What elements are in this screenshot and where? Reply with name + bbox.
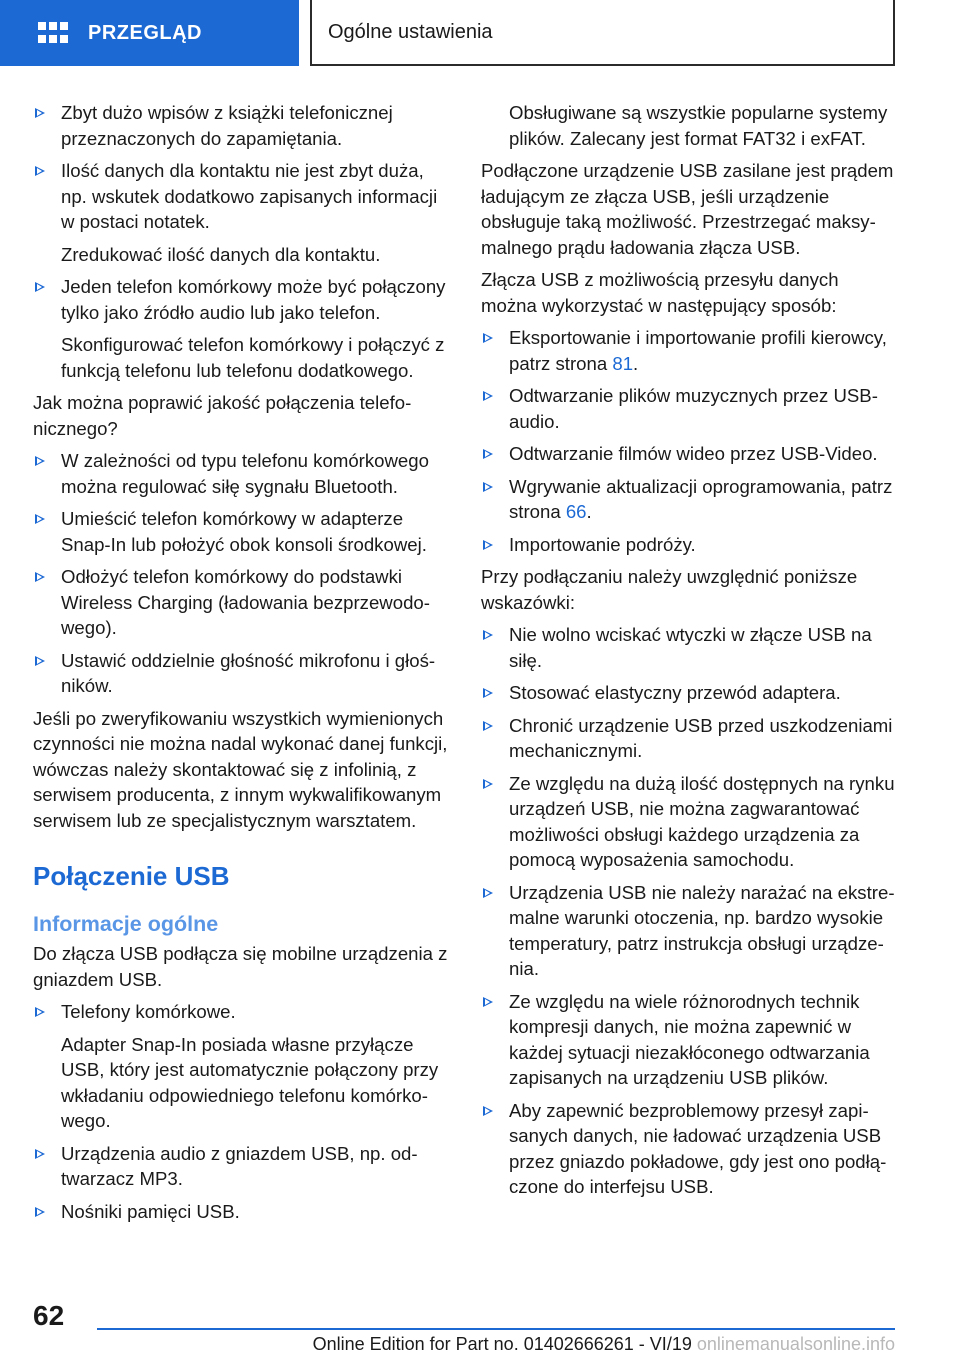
bullet-triangle-icon: [483, 721, 493, 731]
intro-paragraph: Do złącza USB podłącza się mobilne urządzenia z gniazdem USB.: [33, 943, 448, 990]
subsection-heading: Informacje ogólne: [33, 912, 219, 936]
left-column: [33, 100, 451, 1231]
watermark-text: onlinemanualsonline.info: [696, 1334, 895, 1354]
list-item: Ze względu na dużą ilość dostępnych na rynku urządzeń USB, nie można zagwarantować możliwości obsługi każdego urządzenia za pomocą wyposażenia samochodu.: [481, 771, 897, 873]
bullet-triangle-icon: [483, 1106, 493, 1116]
list-item: Telefony komórkowe.: [33, 999, 451, 1025]
list-item: Umieścić telefon komórkowy w adapterze Snap-In lub położyć obok konsoli środkowej.: [33, 506, 451, 557]
bullet-triangle-icon: [483, 333, 493, 343]
bullet-triangle-icon: [483, 779, 493, 789]
bullet-triangle-icon: [483, 391, 493, 401]
bullet-triangle-icon: [483, 997, 493, 1007]
bullet-triangle-icon: [483, 630, 493, 640]
overview-tab[interactable]: [0, 0, 299, 66]
right-column: [481, 100, 897, 1207]
list-item: Ze względu na wiele różnorodnych technik kompresji danych, nie można zapewnić w każdej sytuacji niezakłóconego odtwarzania zapisanych na urządzeniu USB plików.: [481, 989, 897, 1091]
section-heading: Połączenie USB: [33, 861, 230, 891]
list-item: Importowanie podróży.: [481, 532, 897, 558]
section-title: Ogólne ustawienia: [310, 0, 895, 66]
bullet-triangle-icon: [483, 688, 493, 698]
usage-paragraph: Złącza USB z możliwością przesyłu danych można wykorzystać w następujący sposób:: [481, 269, 839, 316]
page-header: [0, 0, 960, 66]
list-item: Stosować elastyczny przewód adaptera.: [481, 680, 897, 706]
bullet-triangle-icon: [483, 888, 493, 898]
list-item: Jeden telefon komórkowy może być połączony tylko jako źródło audio lub jako telefon.: [33, 274, 451, 325]
list-item-detail: Adapter Snap-In posiada własne przyłącze USB, który jest automatycznie połączony przy wkładaniu odpowiedniego telefonu komórkowego.: [61, 1033, 439, 1131]
list-item-detail: Skonfigurować telefon komórkowy i połączyć z funkcją telefonu lub telefonu dodatkowego.: [61, 334, 445, 381]
page-link-81[interactable]: 81: [612, 352, 634, 374]
list-item: Ilość danych dla kontaktu nie jest zbyt duża, np. wskutek dodatkowo zapisanych informacji w postaci notatek.: [33, 158, 451, 235]
footer-edition: [97, 1334, 895, 1355]
list-item: Odtwarzanie filmów wideo przez USB-Video.: [481, 441, 897, 467]
page-number: 62: [33, 1300, 65, 1331]
bullet-triangle-icon: [35, 656, 45, 666]
list-item: Odłożyć telefon komórkowy do podstawki Wireless Charging (ładowania bezprzewodowego).: [33, 564, 451, 641]
bullet-triangle-icon: [483, 540, 493, 550]
list-item: Aby zapewnić bezproblemowy przesył zapisanych danych, nie ładować urządzenia USB przez gniazdo pokładowe, gdy jest ono podłączone do interfejsu USB.: [481, 1098, 897, 1200]
service-paragraph: Jeśli po zweryfikowaniu wszystkich wymienionych czynności nie można nadal wykonać danej funkcji, wówczas należy skontaktować się z infolinią, z serwisem producenta, z innym wykwalifikowanym serwisem lub ze specjalistycznym warsztatem.: [33, 707, 448, 831]
list-item-detail: Obsługiwane są wszystkie popularne systemy plików. Zalecany jest format FAT32 i exFAT.: [509, 102, 888, 149]
list-item: Wgrywanie aktualizacji oprogramowania, patrz strona 66.: [481, 474, 897, 525]
power-paragraph: Podłączone urządzenie USB zasilane jest prądem ładującym ze złącza USB, jeśli urządzenie obsługuje taką możliwość. Przestrzegać maksymalnego prądu ładowania złącza USB.: [481, 160, 894, 258]
bullet-triangle-icon: [35, 456, 45, 466]
list-item: Chronić urządzenie USB przed uszkodzeniami mechanicznymi.: [481, 713, 897, 764]
edition-text: Online Edition for Part no. 01402666261 - VI/19: [312, 1334, 692, 1354]
bullet-triangle-icon: [35, 514, 45, 524]
list-item-detail: Zredukować ilość danych dla kontaktu.: [61, 243, 381, 265]
bullet-triangle-icon: [35, 1007, 45, 1017]
grid-icon: [38, 22, 68, 44]
list-item: Nośniki pamięci USB.: [33, 1199, 451, 1225]
bullet-triangle-icon: [483, 449, 493, 459]
overview-tab-label: PRZEGLĄD: [88, 21, 202, 44]
bullet-triangle-icon: [35, 166, 45, 176]
list-item: Urządzenia USB nie należy narażać na ekstremalne warunki otoczenia, np. bardzo wysokie temperatury, patrz instrukcja obsługi urządzenia.: [481, 880, 897, 982]
bullet-triangle-icon: [35, 282, 45, 292]
list-item: Eksportowanie i importowanie profili kierowcy, patrz strona 81.: [481, 325, 897, 376]
bullet-triangle-icon: [35, 1149, 45, 1159]
notes-paragraph: Przy podłączaniu należy uwzględnić poniższe wskazówki:: [481, 566, 858, 613]
bullet-triangle-icon: [483, 482, 493, 492]
list-item: Odtwarzanie plików muzycznych przez USB-audio.: [481, 383, 897, 434]
list-item: W zależności od typu telefonu komórkowego można regulować siłę sygnału Bluetooth.: [33, 448, 451, 499]
list-item: Nie wolno wciskać wtyczki w złącze USB na siłę.: [481, 622, 897, 673]
list-item: Urządzenia audio z gniazdem USB, np. odtwarzacz MP3.: [33, 1141, 451, 1192]
bullet-triangle-icon: [35, 108, 45, 118]
bullet-triangle-icon: [35, 1207, 45, 1217]
page-link-66[interactable]: 66: [565, 501, 587, 522]
question-paragraph: Jak można poprawić jakość połączenia telefonicznego?: [33, 392, 412, 439]
bullet-triangle-icon: [35, 572, 45, 582]
list-item: Ustawić oddzielnie głośność mikrofonu i głośników.: [33, 648, 451, 699]
footer-divider: [97, 1328, 895, 1330]
list-item: Zbyt dużo wpisów z książki telefonicznej przeznaczonych do zapamiętania.: [33, 100, 451, 151]
